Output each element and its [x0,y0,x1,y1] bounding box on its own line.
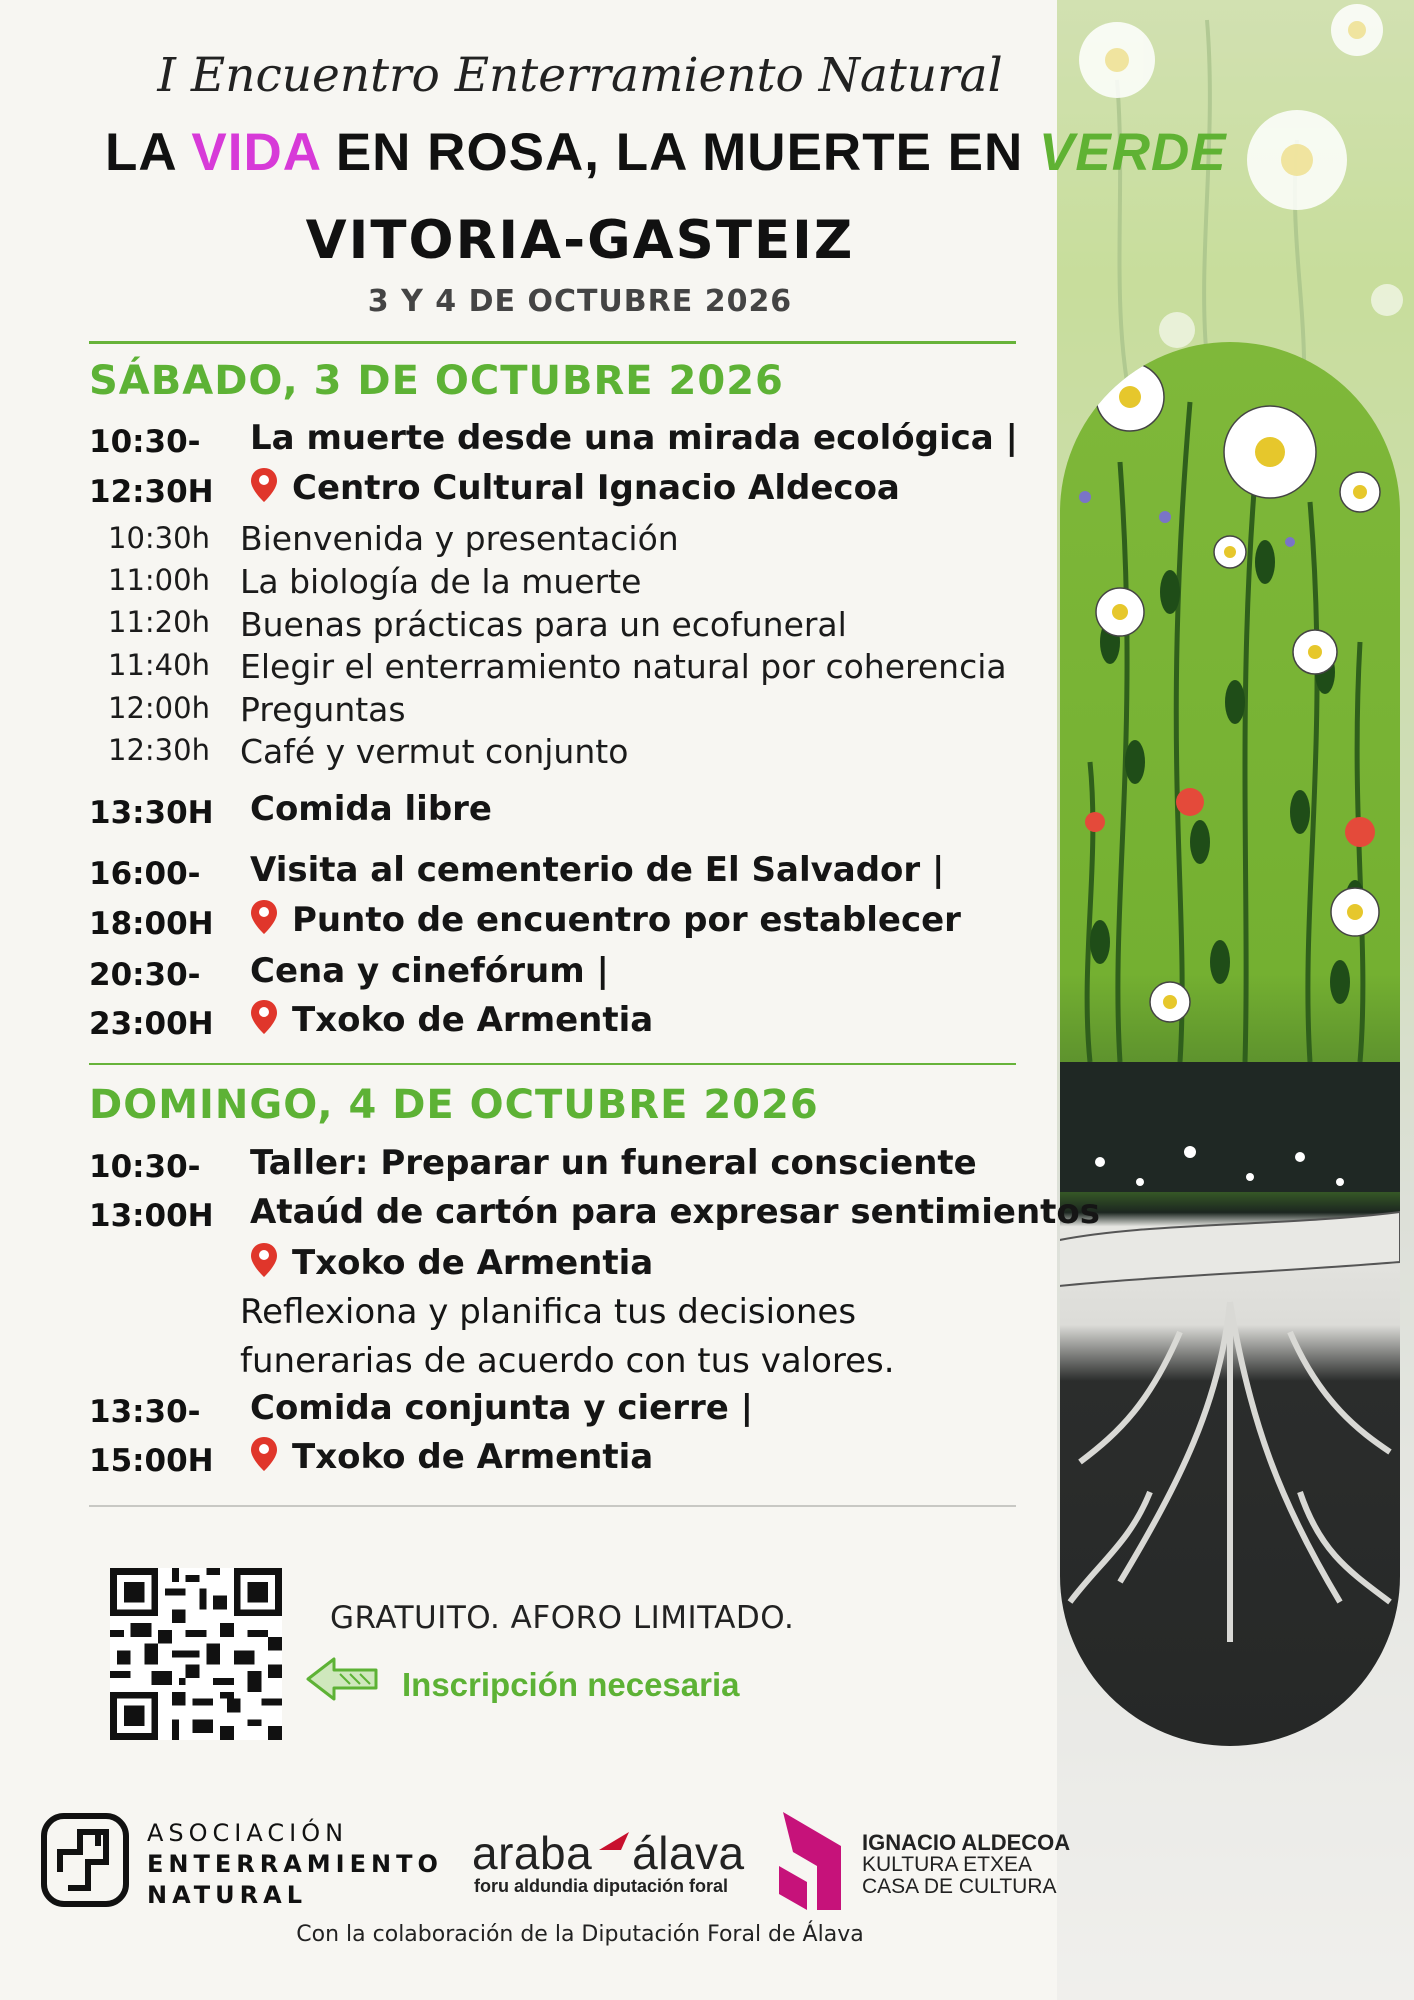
sub-item-time: 11:00h [108,563,210,597]
sub-item-label: Café y vermut conjunto [240,732,629,771]
ignacio-aldecoa-logo-text [862,1832,1070,1898]
sat-lunch-time: 13:30H [89,795,214,831]
sub-item-label: Buenas prácticas para un ecofuneral [240,605,847,644]
sub-item-time: 12:00h [108,691,210,725]
capsule-illustration [1060,342,1400,1746]
ignacio-aldecoa-logo-icon [777,1806,847,1914]
sat-block1-title: La muerte desde una mirada ecológica | [250,418,1018,458]
araba-word: araba [472,1827,593,1879]
asociacion-enterramiento-natural-logo-icon [40,1812,130,1908]
header-divider [89,341,1016,344]
ia-line-1: IGNACIO ALDECOA [862,1830,1071,1855]
footer-divider [89,1505,1016,1507]
sub-item-time: 12:30h [108,733,210,767]
assoc-line-1: ASOCIACIÓN [147,1819,349,1847]
free-limited-capacity: GRATUITO. AFORO LIMITADO. [330,1600,795,1636]
saturday-heading: SÁBADO, 3 DE OCTUBRE 2026 [89,358,784,404]
sat-block2-title: Visita al cementerio de El Salvador | [250,850,945,890]
sat-block2-time-end: 18:00H [89,906,214,942]
location-pin-icon [250,1242,278,1278]
registration-qr-code[interactable] [110,1568,282,1740]
sun-block1-subtitle: Ataúd de cartón para expresar sentimientos [250,1192,1101,1232]
sat-block2-location-text: Punto de encuentro por establecer [292,900,961,940]
sub-item-label: Elegir el enterramiento natural por coherencia [240,647,1007,686]
location-pin-icon [250,899,278,935]
sun-block2-time-end: 15:00H [89,1443,214,1479]
day-divider [89,1063,1016,1065]
title-verde: VERDE [1039,123,1227,182]
flowers-and-roots-illustration [1060,342,1400,1746]
assoc-line-3: NATURAL [147,1881,308,1909]
sun-block2-location-text: Txoko de Armentia [292,1437,654,1477]
sun-block2-time-start: 13:30- [89,1394,201,1430]
ia-line-2: KULTURA ETXEA [862,1853,1032,1876]
sat-block3-time-end: 23:00H [89,1006,214,1042]
sat-block2-location [250,899,961,940]
event-subtitle: I Encuentro Enterramiento Natural [157,48,1003,103]
sub-item-label: La biología de la muerte [240,562,642,601]
registration-required-link[interactable]: Inscripción necesaria [402,1666,740,1703]
sun-block2-location [250,1436,653,1477]
sun-block1-time-end: 13:00H [89,1198,214,1234]
sat-block1-location [250,467,900,508]
ia-line-3: CASA DE CULTURA [862,1875,1057,1898]
sub-item-label: Preguntas [240,690,406,729]
sat-block2-time-start: 16:00- [89,856,201,892]
sun-block1-description-1: Reflexiona y planifica tus decisiones [240,1292,857,1332]
sat-block3-location [250,999,653,1040]
collaboration-note: Con la colaboración de la Diputación Foral de Álava [296,1922,864,1947]
sun-block1-title: Taller: Preparar un funeral consciente [250,1143,977,1183]
alava-word: álava [632,1827,745,1879]
diputacion-foral-subtitle: foru aldundia diputación foral [474,1876,728,1896]
alava-accent-mark-icon [597,1828,631,1852]
sub-item-time: 11:20h [108,605,210,639]
location-pin-icon [250,467,278,503]
sunday-heading: DOMINGO, 4 DE OCTUBRE 2026 [89,1082,819,1128]
sun-block1-description-2: funerarias de acuerdo con tus valores. [240,1341,895,1381]
sun-block2-title: Comida conjunta y cierre | [250,1388,754,1428]
sun-block1-location [250,1242,653,1283]
asociacion-logo-text [147,1818,443,1911]
title-part-2: EN ROSA, LA MUERTE EN [320,123,1040,182]
sat-block3-location-text: Txoko de Armentia [292,1000,654,1040]
event-title [105,122,1227,183]
sat-block3-title: Cena y cinefórum | [250,951,609,991]
event-dates: 3 Y 4 DE OCTUBRE 2026 [367,284,793,319]
location-pin-icon [250,999,278,1035]
sun-block1-time-start: 10:30- [89,1149,201,1185]
title-part-1: LA [105,123,192,182]
arrow-left-icon [306,1656,378,1702]
sub-item-label: Bienvenida y presentación [240,519,679,558]
sub-item-time: 10:30h [108,521,210,555]
sat-lunch-label: Comida libre [250,789,492,829]
title-vida: VIDA [191,123,321,182]
sun-block1-location-text: Txoko de Armentia [292,1243,654,1283]
sat-block1-time-start: 10:30- [89,424,201,460]
sat-block1-time-end: 12:30H [89,474,214,510]
sub-item-time: 11:40h [108,648,210,682]
location-pin-icon [250,1436,278,1472]
sat-block1-location-text: Centro Cultural Ignacio Aldecoa [292,468,900,508]
assoc-line-2: ENTERRAMIENTO [147,1850,443,1878]
city-name: VITORIA-GASTEIZ [305,210,855,271]
sat-block3-time-start: 20:30- [89,957,201,993]
